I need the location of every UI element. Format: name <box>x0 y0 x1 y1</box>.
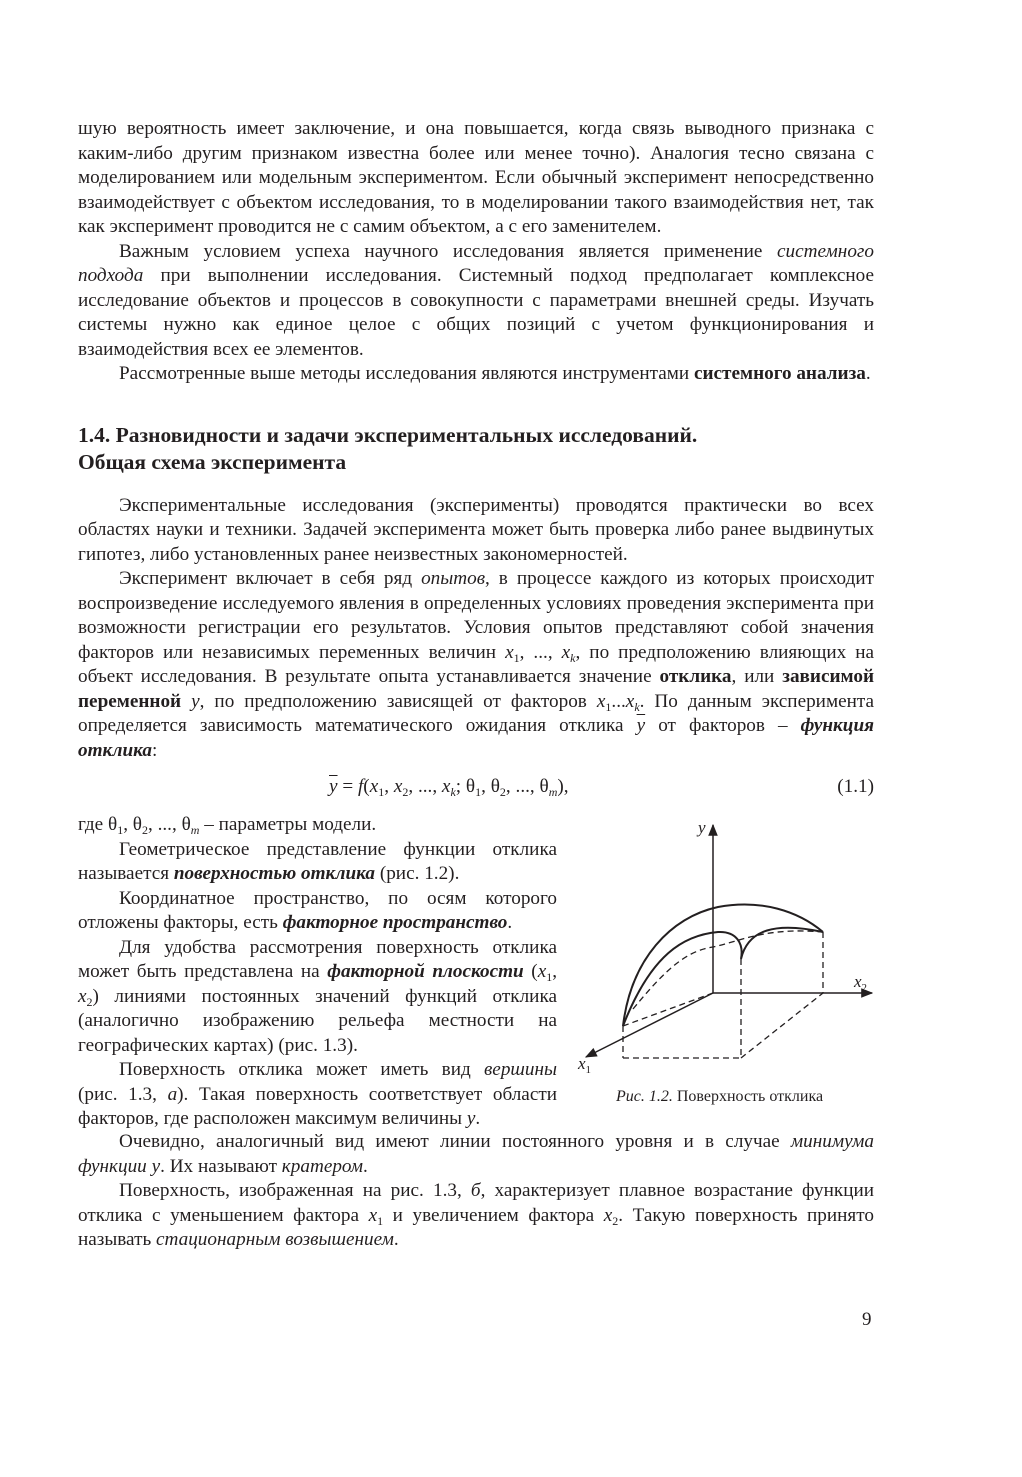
term-system-approach: системного подхода <box>78 240 874 286</box>
page-content <box>78 117 874 1253</box>
left-column <box>78 813 557 1132</box>
formula-number: (1.1) <box>837 776 874 797</box>
term-response-function: функция отклика <box>78 715 874 761</box>
term-response: отклика <box>659 666 732 687</box>
formula-1-1 <box>78 774 874 804</box>
paragraph-model-params: где $\theta_1$, $\theta_2$, ..., $\theta_m$ – параметры модели. <box>78 814 377 837</box>
paragraph-experiments-intro: Экспериментальные исследования (эксперименты) проводятся практически во всех областях науки и техники. Задачей эксперимента может быть проверка либо ранее выдвинутых гипотез, либо установленных ранее неизвестных закономерностей. <box>78 494 874 565</box>
paragraph-factor-space: Координатное пространство, по осям которого отложены факторы, есть факторное пространство. <box>78 887 557 933</box>
term-response-surface: поверхностью отклика <box>173 863 376 884</box>
x2-axis-label: $x_2$ <box>854 972 868 994</box>
paragraph-peak: Поверхность отклика может иметь вид вершины (рис. 1.3, а). Такая поверхность соответствует области факторов, где расположен максимум величины y. <box>78 1059 557 1129</box>
term-factor-plane: факторной плоскости <box>327 961 524 982</box>
surface-left-edge <box>623 905 823 1026</box>
term-system-analysis: системного анализа <box>693 363 866 384</box>
surface-hidden-curve <box>633 931 823 1009</box>
text-with-figure <box>78 813 874 1130</box>
paragraph-system-approach: Важным условием успеха научного исследования является применение системного подхода при выполнении исследования. Системный подход предполагает комплексное исследование объектов и процессов в совокупности с параметрами внешней среды. Изучать системы нужно как единое целое с общих позиций с учетом функционирования и взаимодействия всех ее элементов. <box>78 240 874 360</box>
term-dependent-variable: зависимой переменной <box>78 666 874 712</box>
paragraph-experiment-definition: Эксперимент включает в себя ряд опытов, в процессе каждого из которых происходит воспроизведение исследуемого явления в определенных условиях проведения эксперимента при возможности регистрации его результатов. Условия опытов представляют собой значения факторов или независимых переменных величин $x_1$, ..., $x_k$, по предположению влияющих на объект исследования. В результате опыта устанавливается значение отклика, или зависимой переменной y, по предположению зависящей от факторов $x_1...x_k$. По данным эксперимента определяется зависимость математического ожидания отклика $\overline{y}$ от факторов – функция отклика: <box>78 568 875 761</box>
paragraph-response-surface: Геометрическое представление функции отклика называется поверхностью отклика (рис. 1.2). <box>78 838 557 884</box>
paragraph-analogy: шую вероятность имеет заключение, и она повышается, когда связь выводного признака с каким-либо другим признаком известна более или менее точно). Аналогия тесно связана с моделированием или модельным экспериментом. Если обычный эксперимент непосредственно взаимодействует с объектом исследования, то в моделировании такого взаимодействия нет, так как эксперимент проводится не с самим объектом, а с его заменителем. <box>78 118 874 237</box>
section-heading: 1.4. Разновидности и задачи экспериментальных исследований. Общая схема эксперимента <box>78 422 698 474</box>
x1-axis-label: $x_1$ <box>578 1054 592 1076</box>
formula-expression: $\overline{y} = f(x_1$, $x_2$, ..., $x_k$; $\theta_1$, $\theta_2$, ..., $\theta_m$), <box>329 776 569 799</box>
surface-front-edge <box>623 928 823 1026</box>
figure-caption: Рис. 1.2. Поверхность отклика <box>616 1088 824 1105</box>
paragraph-stationary-rise: Поверхность, изображенная на рис. 1.3, б, характеризует плавное возрастание функции отклика с уменьшением фактора $x_1$ и увеличением фактора $x_2$. Такую поверхность принято называть стационарным возвышением. <box>78 1180 874 1250</box>
x1-axis <box>586 993 713 1057</box>
paragraph-system-analysis: Рассмотренные выше методы исследования являются инструментами системного анализа. <box>119 363 871 384</box>
paragraph-factor-plane: Для удобства рассмотрения поверхность отклика может быть представлена на факторной плоскости ($x_1$, $x_2$) линиями постоянных значений функций отклика (аналогично изображению рельефа местности на географических картах) (рис. 1.3). <box>78 936 558 1056</box>
figure-response-surface <box>576 819 874 1119</box>
y-axis-label: y <box>698 819 706 837</box>
response-surface-diagram <box>576 819 874 1079</box>
paragraph-crater: Очевидно, аналогичный вид имеют линии постоянного уровня и в случае минимума функции y. Их называют кратером. <box>78 1131 874 1177</box>
term-factor-space: факторное пространство <box>282 912 508 933</box>
page-number: 9 <box>862 1309 872 1330</box>
base-right <box>741 993 823 1058</box>
